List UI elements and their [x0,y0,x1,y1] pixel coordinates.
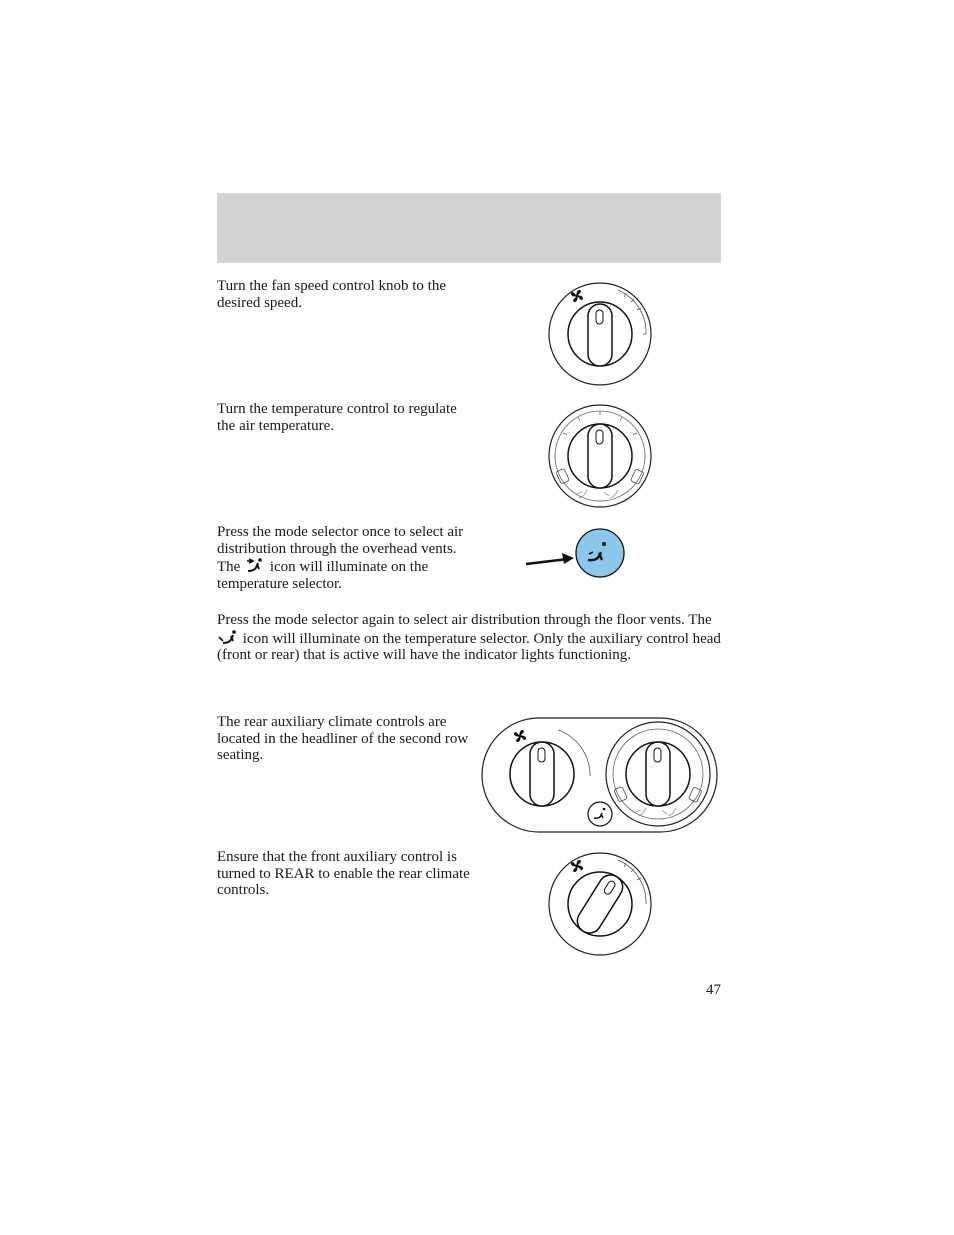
floor-text-part-1: Press the mode selector again to select air distribution through the floor vents. The [217,612,712,628]
section-header-bar [217,193,721,263]
temperature-text: Turn the temperature control to regulate the air temperature. [217,401,457,434]
temperature-knob-figure [546,404,656,510]
floor-vents-text [217,612,723,664]
mode-text-part-1: Press the mode selector once to select air distribution through the overhead vents. The [217,524,464,575]
rear-auxiliary-panel-figure [480,716,720,834]
rear-mode-button[interactable] [588,802,612,826]
fan-speed-knob-figure [546,282,656,388]
page-number: 47 [706,982,721,998]
front-auxiliary-text: Ensure that the front auxiliary control is turned to REAR to enable the rear climate controls. [217,849,470,898]
arrow-icon [526,553,574,564]
mode-selector-text [217,524,467,592]
floor-vent-icon [217,629,239,645]
front-auxiliary-knob-figure [546,852,656,958]
fan-speed-text: Turn the fan speed control knob to the desired speed. [217,278,446,311]
rear-controls-location-text: The rear auxiliary climate controls are located in the headliner of the second row seating. [217,714,469,763]
floor-text-part-2: icon will illuminate on the temperature selector. Only the auxiliary control head (front or rear) that is active will have the indicator lights functioning. [217,630,721,663]
mode-text-part-2: icon will illuminate on the temperature selector. [217,559,429,592]
mode-selector-figure [522,524,628,580]
overhead-vent-icon [244,557,266,573]
